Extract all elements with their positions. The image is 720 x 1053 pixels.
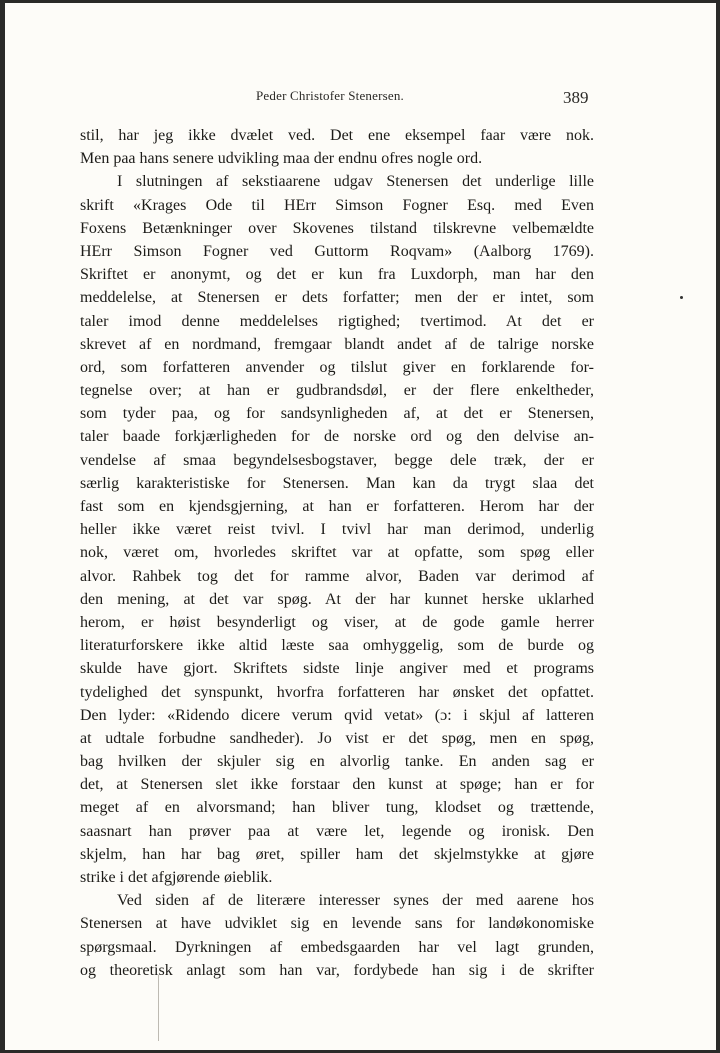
scan-border-top	[0, 0, 720, 3]
text-line: som tyder paa, og for sandsynligheden af, at det er Stenersen,	[80, 405, 594, 423]
text-line: spørgsmaal. Dyrkningen af embedsgaarden har vel lagt grunden,	[80, 938, 594, 956]
text-line: herom, er høist besynderligt og viser, at de gode gamle herrer	[80, 613, 594, 631]
text-line: tydelighed det synspunkt, hvorfra forfatteren har ønsket det opfattet.	[80, 683, 594, 701]
text-line: ord, som forfatteren anvender og tilslut giver en forklarende for-	[80, 358, 594, 376]
text-line: den mening, at det var spøg. At der har kunnet herske uklarhed	[80, 590, 594, 608]
page-number: 389	[563, 88, 589, 107]
text-line: særlig karakteristiske for Stenersen. Man kan da trygt slaa det	[80, 474, 594, 492]
text-line: tegnelse over; at han er gudbrandsdøl, er der flere enkeltheder,	[80, 382, 594, 400]
text-line: skjelm, han har bag øret, spiller ham det skjelmstykke at gjøre	[80, 845, 594, 863]
scan-border-right	[716, 0, 720, 1053]
text-line: fast som en kjendsgjerning, at han er forfatteren. Herom har der	[80, 498, 594, 515]
text-line: Men paa hans senere udvikling maa der endnu ofres nogle ord.	[80, 150, 483, 168]
text-line: I slutningen af sekstiaarene udgav Stenersen det underlige lille	[117, 173, 594, 191]
text-line: literaturforskere ikke altid læste saa omhyggelig, som de burde og	[80, 637, 594, 655]
text-line: skulde have gjort. Skriftets sidste linje angiver med et programs	[80, 660, 594, 678]
text-line: taler imod denne meddelelses rigtighed; tvertimod. At det er	[80, 312, 594, 330]
text-line: Ved siden af de literære interesser synes der med aarene hos	[117, 892, 594, 910]
text-line: meget af en alvorsmand; han bliver tung, klodset og trættende,	[80, 799, 594, 817]
gutter-mark	[158, 975, 159, 1041]
text-line: stil, har jeg ikke dvælet ved. Det ene eksempel faar være nok.	[80, 127, 594, 144]
text-line: strike i det afgjørende øieblik.	[80, 869, 273, 886]
text-line: det, at Stenersen slet ikke forstaar den kunst at spøge; han er for	[80, 776, 594, 794]
text-line: Den lyder: «Ridendo dicere verum qvid vetat» (ɔ: i skjul af latteren	[80, 706, 594, 724]
body-text	[80, 124, 594, 982]
text-line: alvor. Rahbek tog det for ramme alvor, Baden var derimod af	[80, 567, 594, 585]
ink-speck	[680, 296, 683, 299]
text-line: meddelelse, at Stenersen er dets forfatter; men der er intet, som	[80, 289, 594, 307]
text-line: heller ikke været reist tvivl. I tvivl har man derimod, underlig	[80, 521, 594, 539]
text-line: nok, været om, hvorledes skriftet var at opfatte, som spøg eller	[80, 544, 594, 562]
text-line: Skriftet er anonymt, og det er kun fra Luxdorph, man har den	[80, 266, 594, 284]
text-line: HErr Simson Fogner ved Guttorm Roqvam» (Aalborg 1769).	[80, 242, 594, 260]
text-line: Stenersen at have udviklet sig en levende sans for landøkonomiske	[80, 915, 594, 933]
text-line: taler baade forkjærligheden for de norske ord og den delvise an-	[80, 428, 594, 446]
text-line: at udtale forbudne sandheder). Jo vist er det spøg, men en spøg,	[80, 729, 594, 747]
text-line: bag hvilken der skjuler sig en alvorlig tanke. En anden sag er	[80, 753, 594, 771]
text-line: Foxens Betænkninger over Skovenes tilstand tilskrevne velbemældte	[80, 219, 594, 237]
running-head: Peder Christofer Stenersen.	[256, 88, 405, 103]
text-line: saasnart han prøver paa at være let, legende og ironisk. Den	[80, 822, 594, 840]
text-line: skrevet af en nordmand, fremgaar blandt andet af de talrige norske	[80, 335, 594, 353]
text-line: skrift «Krages Ode til HErr Simson Fogner Esq. med Even	[80, 196, 594, 214]
scan-border-left	[0, 0, 5, 1053]
text-line: vendelse af smaa begyndelsesbogstaver, begge dele træk, der er	[80, 451, 594, 469]
text-line: og theoretisk anlagt som han var, fordybede han sig i de skrifter	[80, 961, 594, 979]
